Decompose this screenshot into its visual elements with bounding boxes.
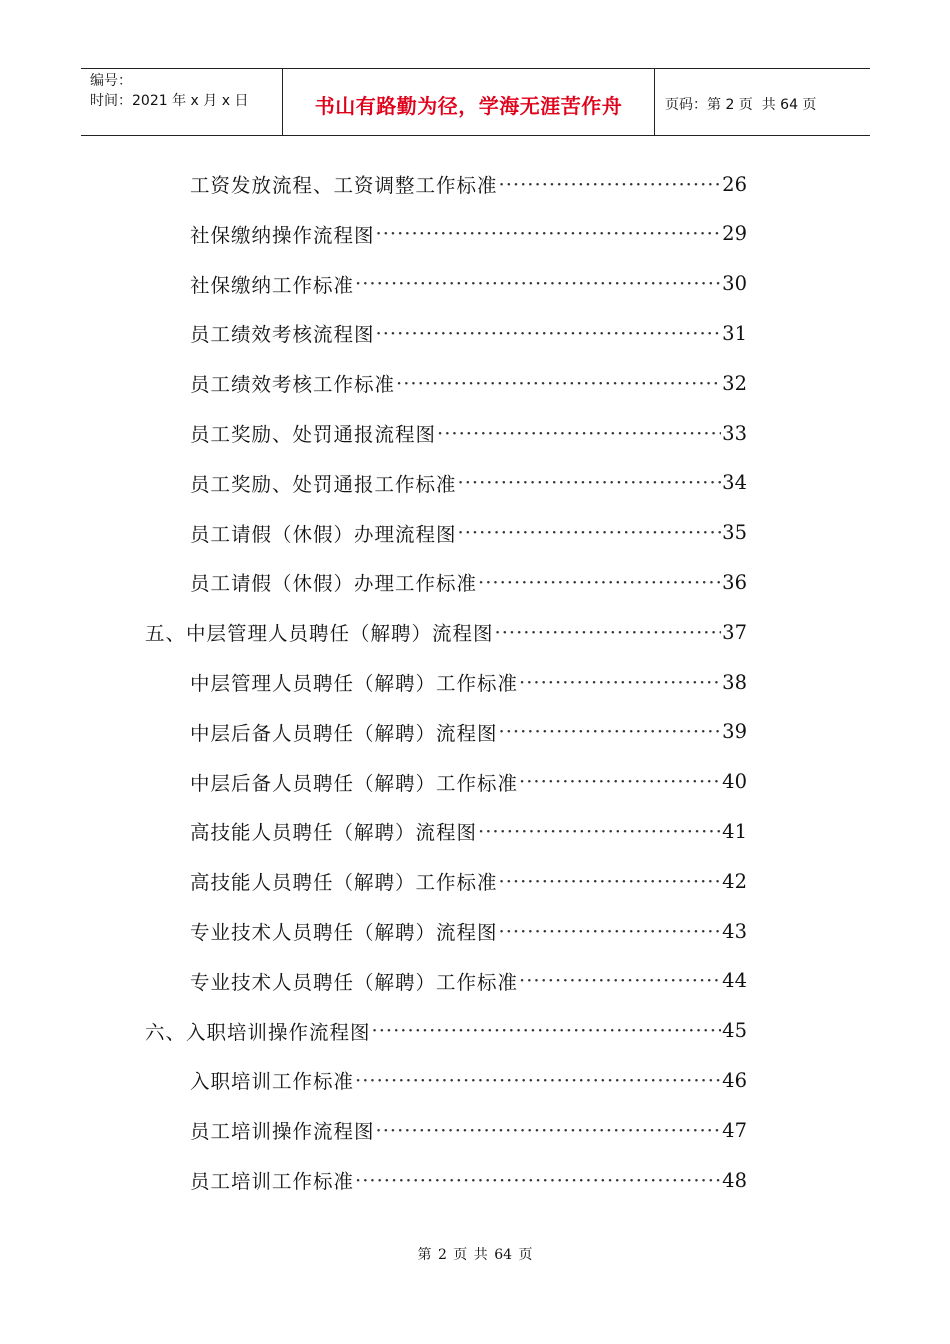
toc-entry-page: 31 [722,321,747,345]
toc-entry[interactable] [145,607,747,657]
toc-entry-page: 33 [722,421,747,445]
toc-entry-page: 48 [722,1168,747,1192]
toc-leader-dots [376,222,722,245]
toc-entry-page: 35 [722,521,747,545]
toc-entry-page: 45 [722,1019,747,1043]
toc-leader-dots [355,272,721,295]
toc-entry[interactable] [190,906,747,956]
toc-entry-page: 43 [722,919,747,943]
toc-leader-dots [458,471,722,494]
toc-entry-title: 社保缴纳工作标准 [190,273,355,297]
toc-entry[interactable] [190,1055,747,1105]
toc-entry[interactable] [190,408,747,458]
toc-leader-dots [437,422,721,445]
toc-entry[interactable] [190,757,747,807]
header-page-info: 页码：第 2 页 共 64 页 [665,97,817,113]
toc-entry-page: 47 [722,1118,747,1142]
toc-entry[interactable] [190,956,747,1006]
toc-entry-page: 32 [722,371,747,395]
toc-entry-title: 员工奖励、处罚通报流程图 [190,423,437,446]
toc-entry-page: 36 [722,570,747,594]
toc-leader-dots [355,1169,721,1192]
toc-leader-dots [376,322,722,345]
toc-leader-dots [396,372,721,395]
toc-entry[interactable] [190,856,747,906]
toc-entry-page: 38 [722,670,747,694]
toc-entry-title: 员工绩效考核工作标准 [190,373,396,397]
toc-entry-page: 29 [722,222,747,246]
toc-entry-page: 44 [722,969,747,993]
page-header [81,68,870,136]
toc-entry-title: 工资发放流程、工资调整工作标准 [190,174,498,197]
toc-entry-page: 39 [722,720,747,744]
toc-entry-title: 中层后备人员聘任（解聘）工作标准 [190,771,519,795]
document-number-label: 编号： [90,73,132,89]
toc-entry-title: 中层管理人员聘任（解聘）工作标准 [190,672,519,695]
toc-entry[interactable] [190,458,747,508]
document-date-label: 时间：2021 年 x 月 x 日 [90,93,249,109]
toc-entry[interactable] [190,1155,747,1205]
toc-entry-title: 高技能人员聘任（解聘）流程图 [190,821,478,845]
toc-entry-page: 42 [722,869,747,893]
toc-leader-dots [499,920,722,943]
toc-leader-dots [376,1119,722,1142]
toc-leader-dots [519,969,721,992]
toc-entry-title: 入职培训工作标准 [190,1070,355,1094]
toc-entry-title: 员工绩效考核流程图 [190,323,375,347]
toc-leader-dots [499,720,722,743]
toc-entry[interactable] [190,1105,747,1155]
toc-entry-page: 40 [722,770,747,794]
toc-entry-title: 员工培训操作流程图 [190,1120,375,1144]
toc-leader-dots [499,870,722,893]
toc-entry-title: 社保缴纳操作流程图 [190,223,375,247]
header-meta [81,69,282,135]
toc-entry-page: 34 [722,471,747,495]
toc-entry-title: 员工请假（休假）办理工作标准 [190,572,478,596]
toc-entry[interactable] [190,308,747,358]
toc-entry[interactable] [190,358,747,408]
toc-entry-title: 中层后备人员聘任（解聘）流程图 [190,721,498,745]
toc-entry[interactable] [190,209,747,259]
toc-entry-title: 高技能人员聘任（解聘）工作标准 [190,871,498,895]
header-motto: 书山有路勤为径，学海无涯苦作舟 [282,69,655,135]
toc-entry[interactable] [190,259,747,309]
toc-entry-title: 员工请假（休假）办理流程图 [190,522,457,546]
page-footer: 第 2 页 共 64 页 [417,1247,533,1263]
toc-leader-dots [495,621,722,644]
toc-leader-dots [478,820,721,843]
toc-entry-title: 员工奖励、处罚通报工作标准 [190,472,457,496]
toc-leader-dots [499,173,722,196]
toc-entry[interactable] [145,1006,747,1056]
toc-entry-page: 26 [722,172,747,196]
toc-leader-dots [355,1069,721,1092]
toc-entry-title: 专业技术人员聘任（解聘）工作标准 [190,970,519,994]
toc-leader-dots [478,571,721,594]
toc-entry[interactable] [190,657,747,707]
toc-entry-page: 46 [722,1068,747,1092]
toc-entry[interactable] [190,557,747,607]
toc-entry[interactable] [190,159,747,209]
toc-entry-title: 员工培训工作标准 [190,1170,355,1193]
toc-entry-title: 六、入职培训操作流程图 [145,1020,371,1044]
toc-leader-dots [372,1019,722,1042]
toc-entry-title: 五、中层管理人员聘任（解聘）流程图 [145,622,494,646]
toc-entry-title: 专业技术人员聘任（解聘）流程图 [190,921,498,944]
toc-entry-page: 37 [722,620,747,644]
toc-entry[interactable] [190,806,747,856]
toc-entry[interactable] [190,707,747,757]
toc-entry[interactable] [190,508,747,558]
toc-leader-dots [519,671,721,694]
toc-leader-dots [458,521,722,544]
toc-leader-dots [519,770,721,793]
toc-entry-page: 30 [722,272,747,296]
toc-entry-page: 41 [722,819,747,843]
